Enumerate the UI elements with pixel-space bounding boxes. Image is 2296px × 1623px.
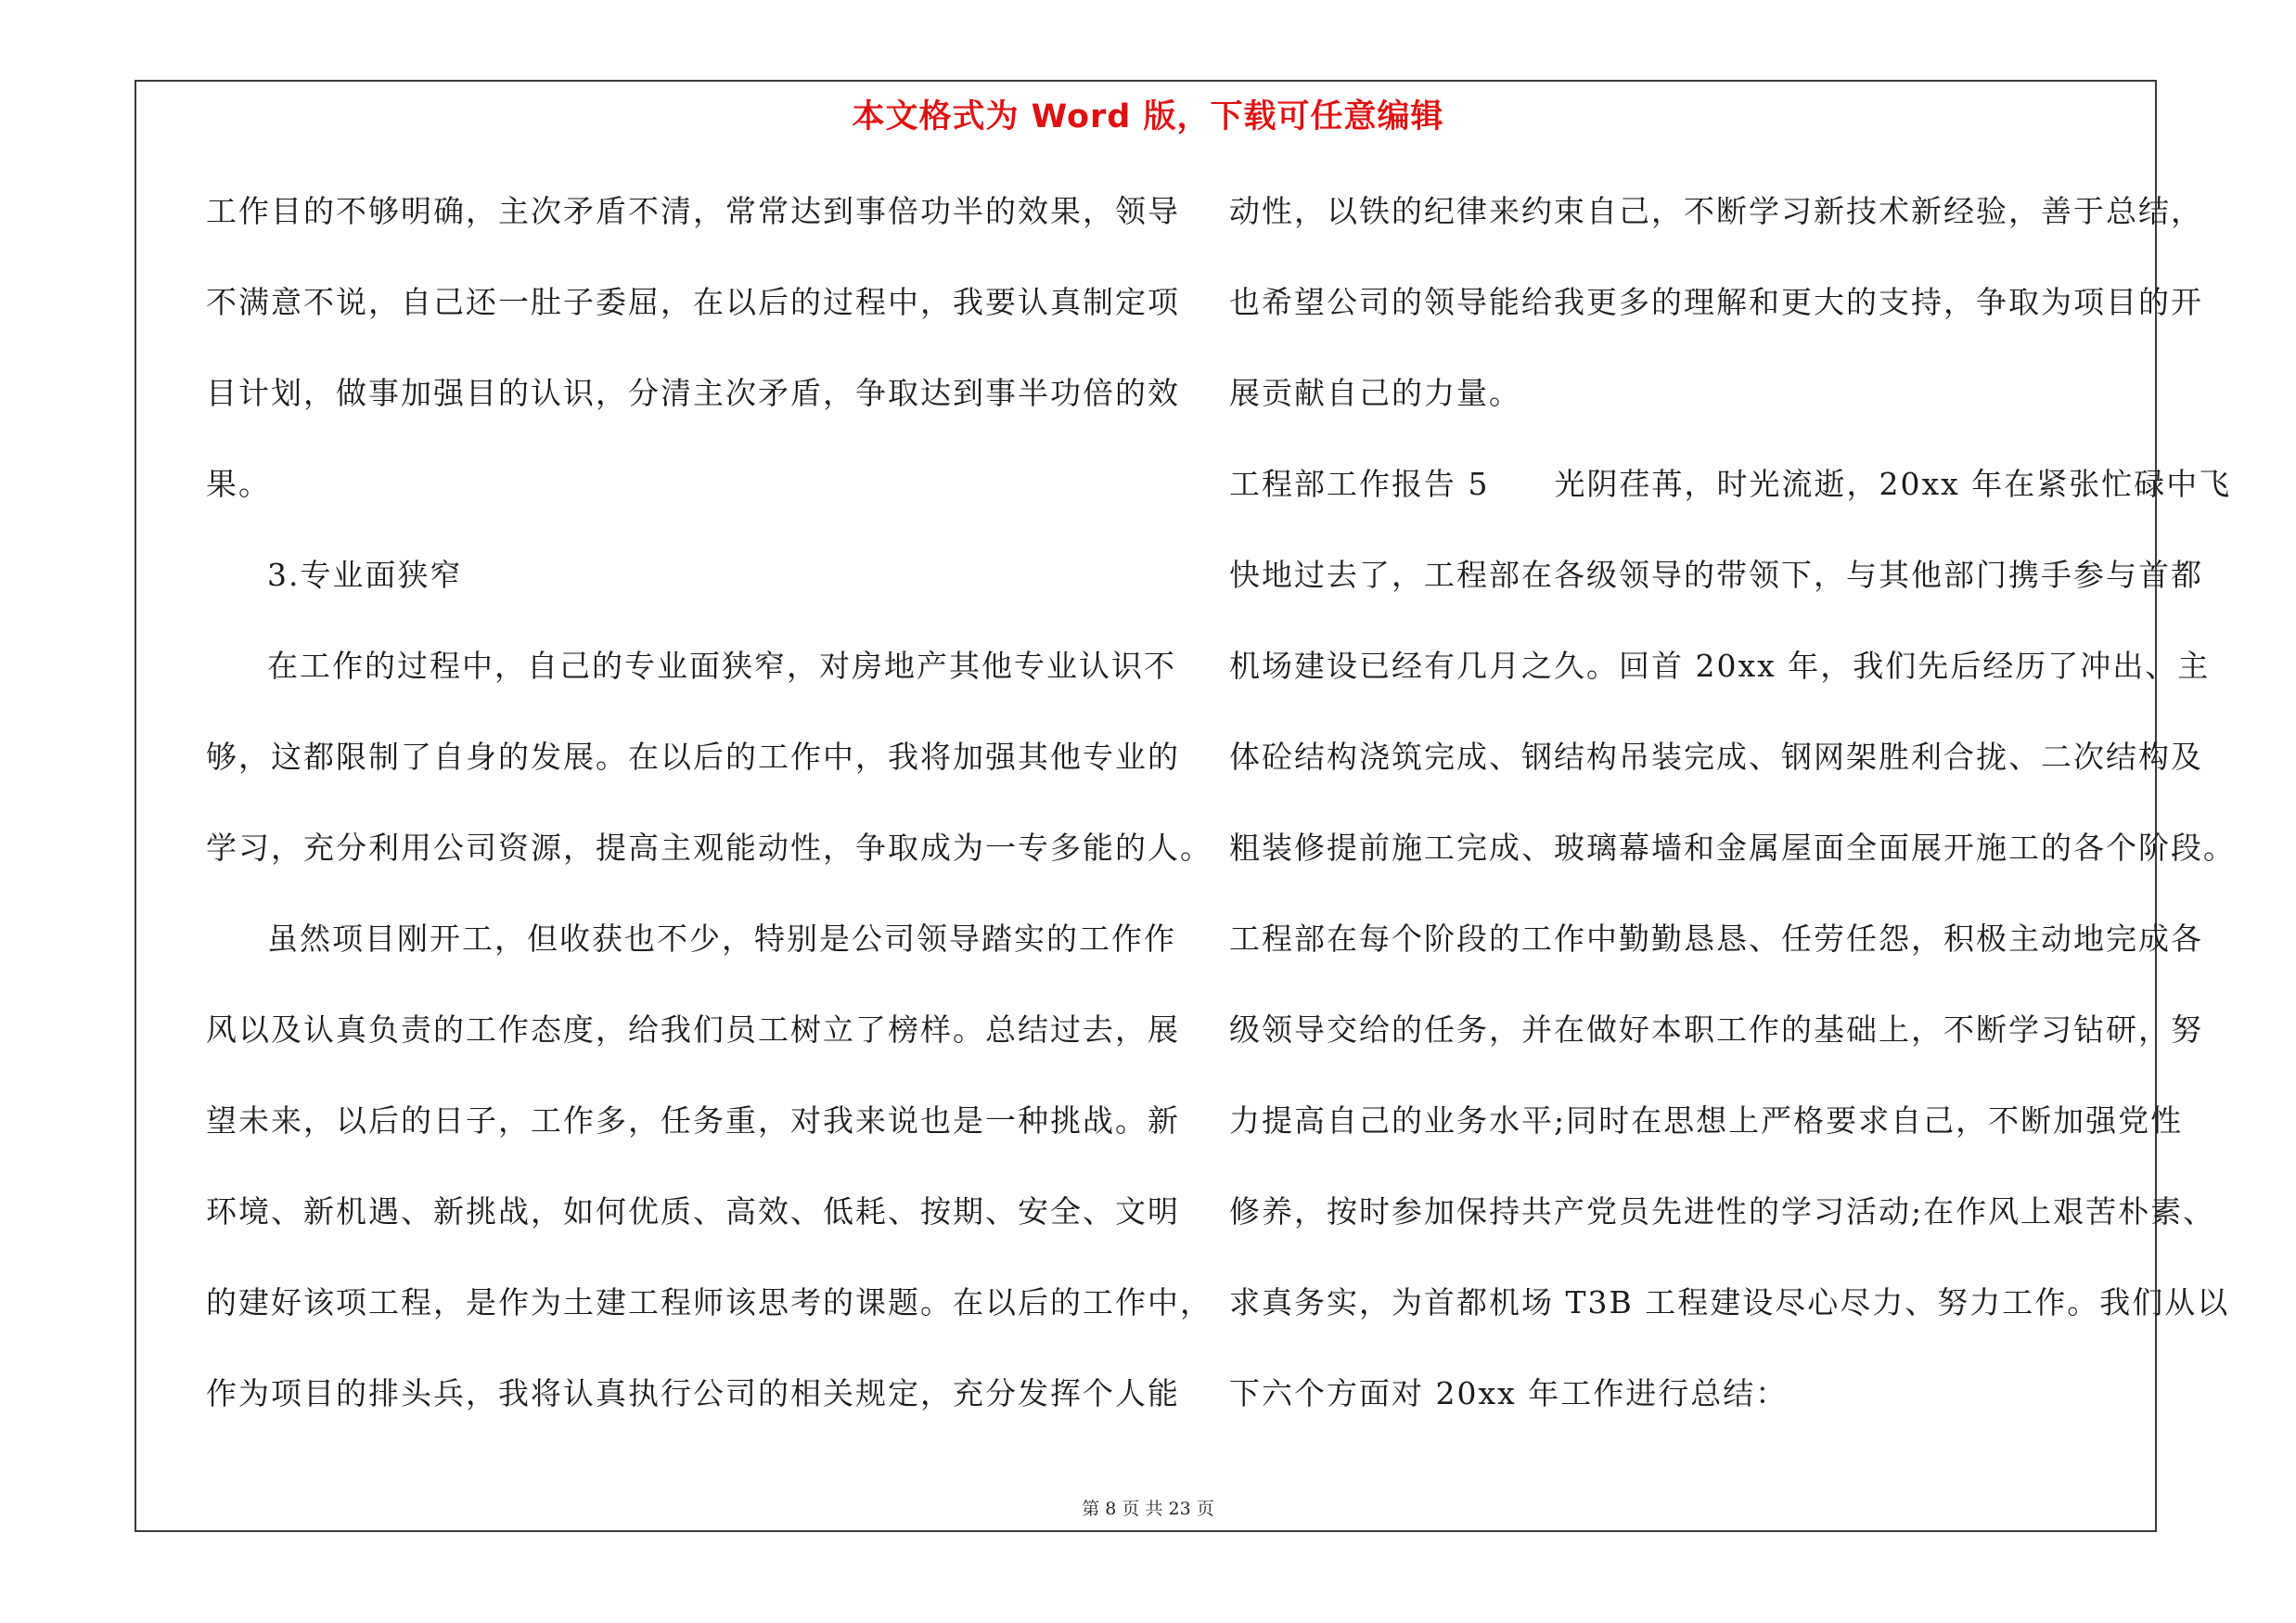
text-line: 展贡献自己的力量。 xyxy=(1229,375,1521,411)
text-line: 级领导交给的任务，并在做好本职工作的基础上，不断学习钻研，努 xyxy=(1229,1011,2203,1048)
text-line: 学习，充分利用公司资源，提高主观能动性，争取成为一专多能的人。 xyxy=(206,830,1212,866)
text-line: 果。 xyxy=(206,466,271,502)
text-line: 不满意不说，自己还一肚子委屈，在以后的过程中，我要认真制定项 xyxy=(206,284,1180,320)
format-banner: 本文格式为 Word 版，下载可任意编辑 xyxy=(852,98,1444,135)
page-number-footer: 第 8 页 共 23 页 xyxy=(1082,1499,1214,1519)
section-heading: 3.专业面狭窄 xyxy=(267,557,463,593)
text-line: 望未来，以后的日子，工作多，任务重，对我来说也是一种挑战。新 xyxy=(206,1102,1180,1139)
text-line: 目计划，做事加强目的认识，分清主次矛盾，争取达到事半功倍的效 xyxy=(206,375,1180,411)
text-line: 工程部在每个阶段的工作中勤勤恳恳、任劳任怨，积极主动地完成各 xyxy=(1229,921,2203,957)
text-line: 也希望公司的领导能给我更多的理解和更大的支持，争取为项目的开 xyxy=(1229,284,2203,320)
text-line: 的建好该项工程，是作为土建工程师该思考的课题。在以后的工作中， xyxy=(206,1284,1212,1320)
text-line: 作为项目的排头兵，我将认真执行公司的相关规定，充分发挥个人能 xyxy=(206,1375,1180,1411)
text-line: 动性，以铁的纪律来约束自己，不断学习新技术新经验，善于总结， xyxy=(1229,193,2203,229)
text-line: 下六个方面对 20xx 年工作进行总结： xyxy=(1229,1375,1789,1411)
text-line: 虽然项目刚开工，但收获也不少，特别是公司领导踏实的工作作 xyxy=(267,921,1176,957)
text-line: 工作目的不够明确，主次矛盾不清，常常达到事倍功半的效果，领导 xyxy=(206,193,1180,229)
text-line: 机场建设已经有几月之久。回首 20xx 年，我们先后经历了冲出、主 xyxy=(1229,648,2211,684)
text-line: 环境、新机遇、新挑战，如何优质、高效、低耗、按期、安全、文明 xyxy=(206,1193,1180,1230)
text-line: 体砼结构浇筑完成、钢结构吊装完成、钢网架胜利合拢、二次结构及 xyxy=(1229,739,2203,775)
text-line: 风以及认真负责的工作态度，给我们员工树立了榜样。总结过去，展 xyxy=(206,1011,1180,1048)
text-line: 粗装修提前施工完成、玻璃幕墙和金属屋面全面展开施工的各个阶段。 xyxy=(1229,830,2236,866)
text-line: 修养，按时参加保持共产党员先进性的学习活动;在作风上艰苦朴素、 xyxy=(1229,1193,2216,1230)
text-line: 求真务实，为首都机场 T3B 工程建设尽心尽力、努力工作。我们从以 xyxy=(1229,1284,2230,1320)
report-heading-line: 工程部工作报告 5 光阴荏苒，时光流逝，20xx 年在紧张忙碌中飞 xyxy=(1229,466,2232,502)
text-line: 在工作的过程中，自己的专业面狭窄，对房地产其他专业认识不 xyxy=(267,648,1176,684)
text-line: 够，这都限制了自身的发展。在以后的工作中，我将加强其他专业的 xyxy=(206,739,1180,775)
text-line: 力提高自己的业务水平;同时在思想上严格要求自己，不断加强党性 xyxy=(1229,1102,2184,1139)
text-line: 快地过去了，工程部在各级领导的带领下，与其他部门携手参与首都 xyxy=(1229,557,2203,593)
